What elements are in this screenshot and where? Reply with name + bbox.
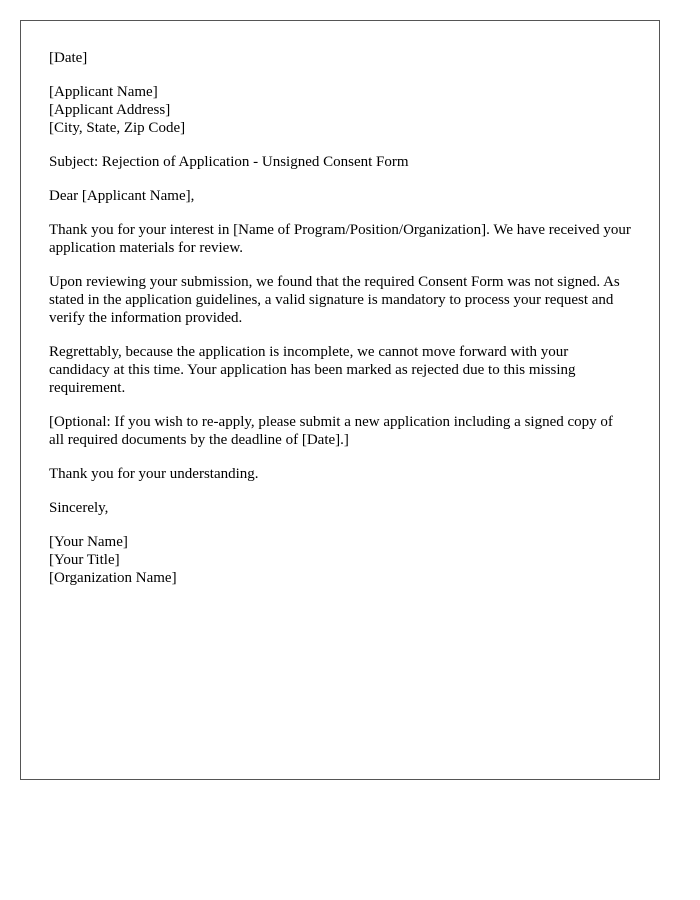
signature-block: [49, 533, 631, 587]
letter-salutation: Dear [Applicant Name],: [49, 188, 195, 204]
signer-organization: [Organization Name]: [49, 570, 177, 586]
letter-closing: Sincerely,: [49, 500, 109, 516]
paragraph-unsigned-consent: Upon reviewing your submission, we found that the required Consent Form was not signed. As stated in the application guidelines, a valid signature is mandatory to process your request and verify the information provided.: [49, 274, 620, 326]
signer-title: [Your Title]: [49, 552, 120, 568]
letter-date: [Date]: [49, 50, 88, 66]
date-block: [49, 49, 631, 67]
subject-block: [49, 153, 631, 171]
recipient-name: [Applicant Name]: [49, 84, 158, 100]
recipient-address: [Applicant Address]: [49, 102, 171, 118]
recipient-city-state-zip: [City, State, Zip Code]: [49, 120, 186, 136]
salutation-block: [49, 187, 631, 205]
letter-subject: Subject: Rejection of Application - Unsigned Consent Form: [49, 154, 409, 170]
signer-name: [Your Name]: [49, 534, 128, 550]
closing-block: [49, 499, 631, 517]
paragraph-optional-reapply: [Optional: If you wish to re-apply, please submit a new application including a signed copy of all required documents by the deadline of [Date].]: [49, 414, 613, 448]
letter-frame: [20, 20, 660, 780]
recipient-address-block: [49, 83, 631, 137]
paragraph-rejection-notice: Regrettably, because the application is incomplete, we cannot move forward with your candidacy at this time. Your application has been marked as rejected due to this missing requirement.: [49, 344, 576, 396]
paragraph-thank-you-understanding: Thank you for your understanding.: [49, 466, 259, 482]
letter-body: [49, 49, 631, 587]
paragraph-thank-you-interest: Thank you for your interest in [Name of Program/Position/Organization]. We have received your application materials for review.: [49, 222, 631, 256]
